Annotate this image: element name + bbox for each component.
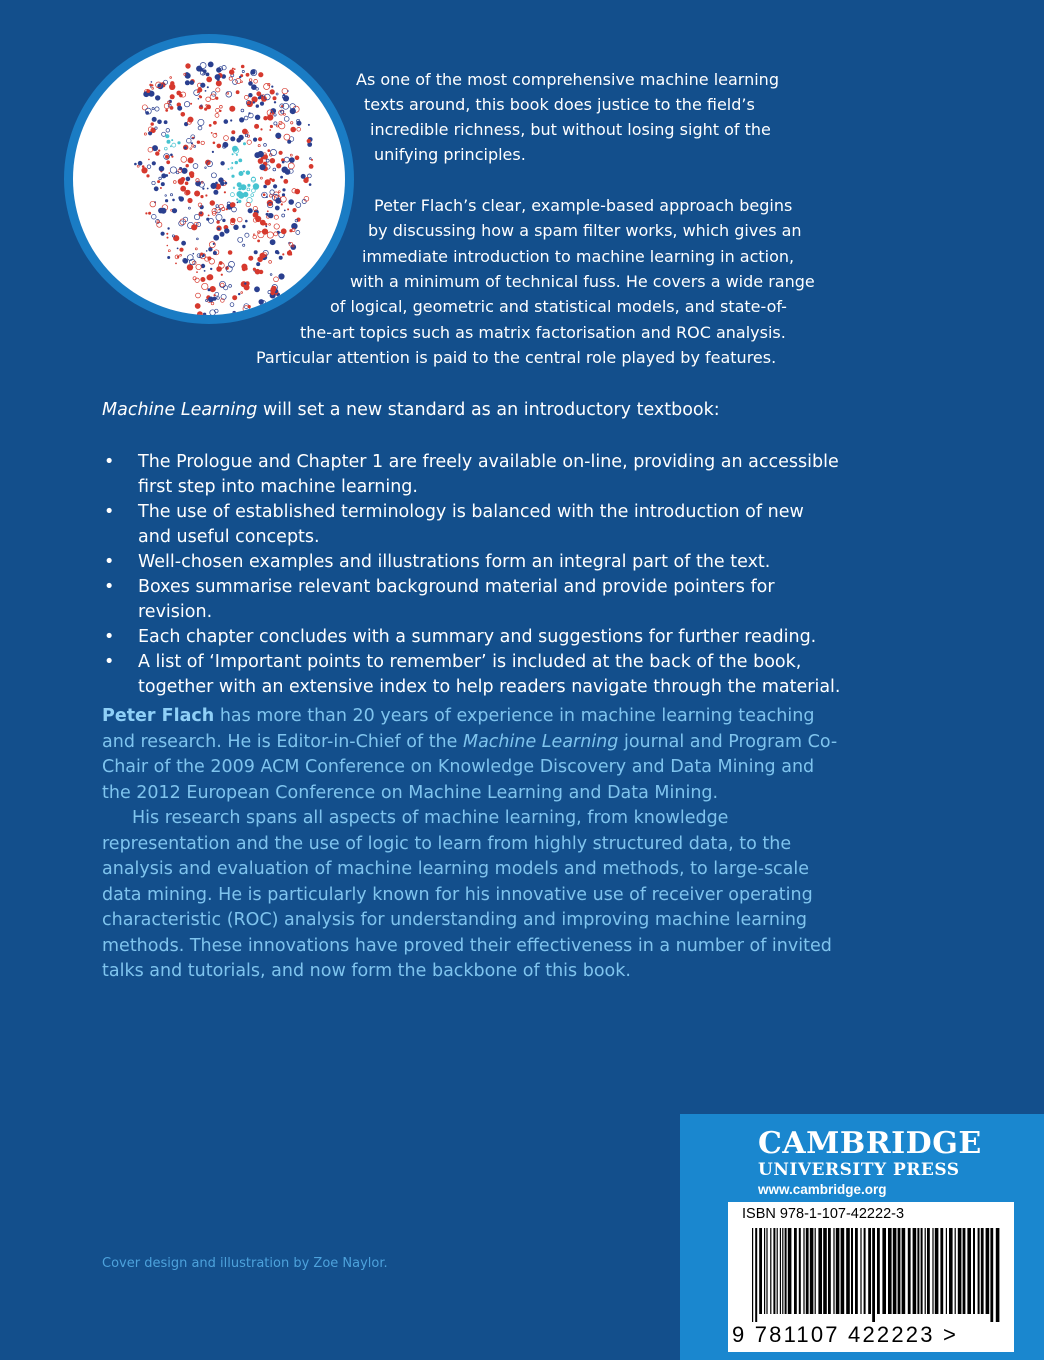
- list-item: • Well-chosen examples and illustrations form an integral part of the text.: [102, 550, 842, 575]
- book-title: Machine Learning: [102, 400, 258, 420]
- intro-line: unifying principles.: [374, 145, 526, 164]
- list-item: • The Prologue and Chapter 1 are freely available on-line, providing an accessible first step into machine learning.: [102, 450, 842, 500]
- standard-text: will set a new standard as an introductory textbook:: [257, 400, 720, 420]
- barcode-digits: 9 781107 422223 >: [732, 1322, 959, 1347]
- publisher-subtitle: UNIVERSITY PRESS: [758, 1160, 960, 1180]
- intro-line: with a minimum of technical fuss. He covers a wide range: [350, 272, 815, 291]
- dotted-head-icon: [73, 43, 345, 315]
- bio-paragraph: [102, 704, 842, 806]
- isbn-label: ISBN 978-1-107-42222-3: [742, 1206, 905, 1222]
- intro-line: incredible richness, but without losing sight of the: [370, 120, 771, 139]
- intro-line: the-art topics such as matrix factorisation and ROC analysis.: [300, 323, 786, 342]
- head-illustration: [73, 43, 345, 315]
- publisher-box: [680, 1114, 1044, 1360]
- list-item: • The use of established terminology is balanced with the introduction of new and useful concepts.: [102, 500, 842, 550]
- intro-line: by discussing how a spam filter works, which gives an: [368, 221, 802, 240]
- list-item: • Boxes summarise relevant background material and provide pointers for revision.: [102, 575, 842, 625]
- standard-statement: [102, 398, 720, 423]
- author-name: Peter Flach: [102, 706, 215, 726]
- intro-line: texts around, this book does justice to the field’s: [364, 95, 755, 114]
- barcode-icon: [738, 1228, 1004, 1322]
- intro-line: As one of the most comprehensive machine learning: [356, 70, 779, 89]
- intro-line: of logical, geometric and statistical models, and state-of-: [330, 297, 787, 316]
- intro-line: Peter Flach’s clear, example-based approach begins: [374, 196, 793, 215]
- intro-line: Particular attention is paid to the central role played by features.: [256, 348, 777, 367]
- barcode-panel: [728, 1202, 1014, 1352]
- intro-line: immediate introduction to machine learning in action,: [362, 247, 795, 266]
- bio-text: has more than 20 years of experience in machine learning teaching and research. He is Editor-in-Chief of the: [102, 706, 815, 752]
- cover-credit: Cover design and illustration by Zoe Naylor.: [102, 1256, 388, 1271]
- publisher-name: CAMBRIDGE: [758, 1126, 982, 1161]
- author-bio: [102, 704, 842, 985]
- bio-text: journal and Program Co-Chair of the 2009 ACM Conference on Knowledge Discovery and Data Mining and the 2012 European Conference on Machine Learning and Data Mining.: [102, 731, 838, 803]
- journal-title: Machine Learning: [462, 731, 619, 752]
- list-item: • Each chapter concludes with a summary and suggestions for further reading.: [102, 625, 842, 650]
- bio-paragraph: His research spans all aspects of machine learning, from knowledge representation and the use of logic to learn from highly structured data, to the analysis and evaluation of machine learning models and methods, to large-scale data mining. He is particularly known for his innovative use of receiver operating characteristic (ROC) analysis for understanding and improving machine learning methods. These innovations have proved their effectiveness in a number of invited talks and tutorials, and now form the backbone of this book.: [102, 808, 832, 981]
- list-item: • A list of ‘Important points to remember’ is included at the back of the book, together with an extensive index to help readers navigate through the material.: [102, 650, 842, 700]
- head-illustration-ring: [64, 34, 354, 324]
- feature-list: [102, 450, 842, 700]
- publisher-url: www.cambridge.org: [758, 1182, 887, 1197]
